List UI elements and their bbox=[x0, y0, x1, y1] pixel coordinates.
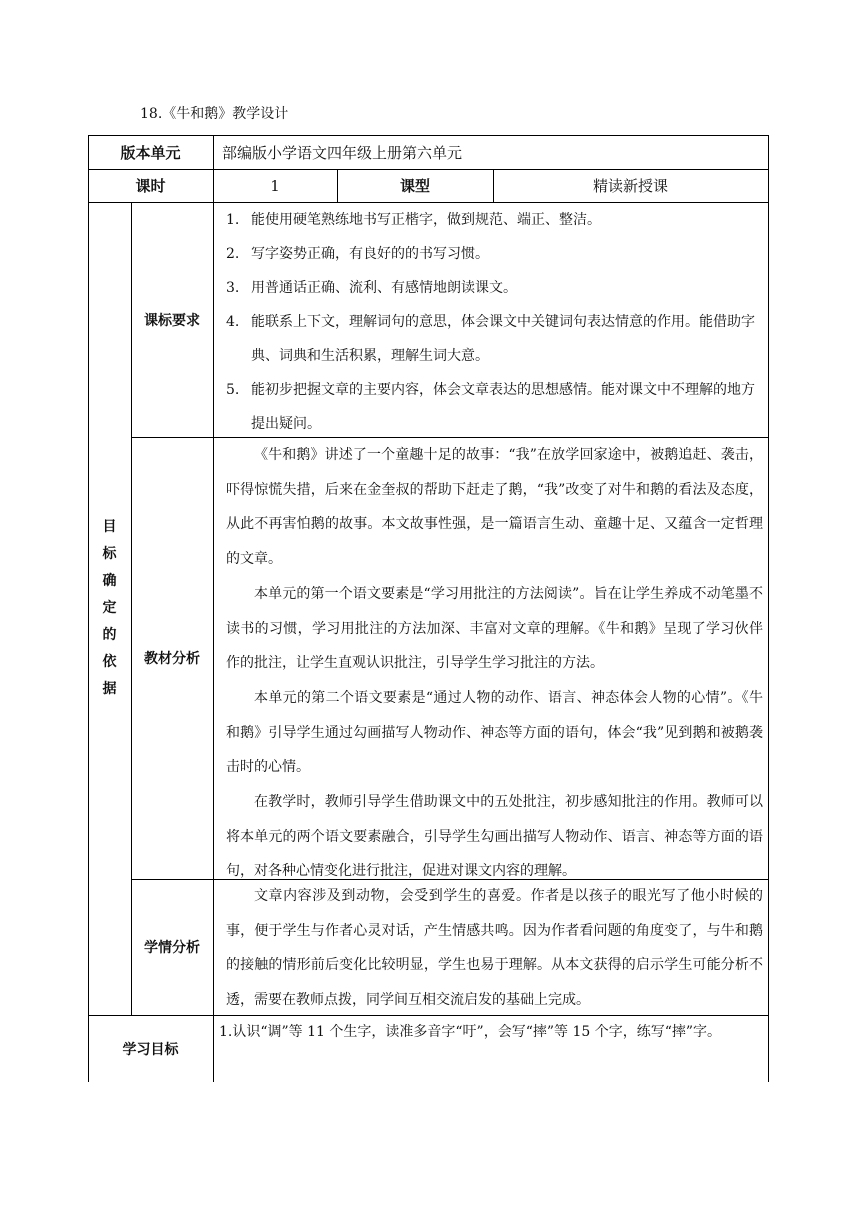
list-item bbox=[216, 237, 762, 271]
curriculum-label: 课标要求 bbox=[144, 312, 200, 329]
period-label: 课时 bbox=[135, 177, 166, 195]
list-number: 3. bbox=[226, 280, 240, 296]
basis-label-char: 确 bbox=[102, 573, 117, 589]
period-value: 1 bbox=[270, 176, 280, 195]
list-text: 写字姿势正确，有良好的的书写习惯。 bbox=[251, 246, 489, 262]
list-item bbox=[216, 271, 762, 305]
type-value: 精读新授课 bbox=[592, 177, 668, 195]
list-text: 能联系上下文，理解词句的意思，体会课文中关键词句表达情意的作用。能借助字典、词典和生活积累，理解生词大意。 bbox=[251, 314, 755, 364]
paragraph: 本单元的第二个语文要素是“通过人物的动作、语言、神态体会人物的心情”。《牛和鹅》引导学生通过勾画描写人物动作、神态等方面的语句，体会“我”见到鹅和被鹅袭击时的心情。 bbox=[226, 689, 763, 776]
basis-label-char: 的 bbox=[102, 627, 117, 643]
learner-analysis-label: 学情分析 bbox=[144, 940, 200, 956]
list-item bbox=[216, 373, 762, 441]
curriculum-list bbox=[216, 203, 762, 441]
paragraph: 文章内容涉及到动物，会受到学生的喜爱。作者是以孩子的眼光写了他小时候的事，便于学生与作者心灵对话，产生情感共鸣。因为作者看问题的角度变了，与牛和鹅的接触的情形前后变化比较明显，学生也易于理解。从本文获得的启示学生可能分析不透，需要在教师点拨，同学间互相交流启发的基础上完成。 bbox=[226, 888, 763, 1009]
table-border-right bbox=[768, 135, 769, 1082]
list-text: 能初步把握文章的主要内容，体会文章表达的思想感情。能对课文中不理解的地方提出疑问。 bbox=[251, 382, 755, 432]
objective-text: 1.认识“调”等 11 个生字，读准多音字“吁”，会写“摔”等 15 个字，练写“摔”字。 bbox=[219, 1024, 722, 1040]
objectives-label: 学习目标 bbox=[122, 1041, 179, 1058]
textbook-analysis-label: 教材分析 bbox=[144, 651, 200, 667]
edition-value: 部编版小学语文四年级上册第六单元 bbox=[222, 143, 463, 162]
curriculum-content bbox=[213, 202, 768, 437]
objectives-content bbox=[213, 1015, 768, 1082]
list-text: 用普通话正确、流利、有感情地朗读课文。 bbox=[251, 280, 517, 296]
list-number: 4. bbox=[226, 314, 240, 330]
textbook-analysis-content bbox=[213, 437, 768, 879]
basis-label-char: 据 bbox=[102, 681, 117, 697]
list-number: 2. bbox=[226, 246, 240, 262]
list-number: 5. bbox=[226, 382, 240, 398]
list-number: 1. bbox=[226, 212, 240, 228]
list-item bbox=[216, 305, 762, 373]
basis-label-char: 定 bbox=[102, 600, 117, 616]
edition-label: 版本单元 bbox=[120, 143, 181, 162]
basis-label bbox=[88, 202, 131, 1015]
basis-label-char: 依 bbox=[102, 654, 117, 670]
type-label: 课型 bbox=[399, 177, 430, 195]
learner-analysis-content bbox=[213, 879, 768, 1015]
basis-label-char: 标 bbox=[102, 546, 117, 562]
document-title: 18.《牛和鹅》教学设计 bbox=[140, 106, 289, 122]
paragraph: 本单元的第一个语文要素是“学习用批注的方法阅读”。旨在让学生养成不动笔墨不读书的习惯，学习用批注的方法加深、丰富对文章的理解。《牛和鹅》呈现了学习伙伴作的批注，让学生直观认识批注，引导学生学习批注的方法。 bbox=[226, 585, 763, 672]
basis-label-char: 目 bbox=[102, 519, 117, 535]
list-item bbox=[216, 203, 762, 237]
paragraph: 在教学时，教师引导学生借助课文中的五处批注，初步感知批注的作用。教师可以将本单元的两个语文要素融合，引导学生勾画出描写人物动作、语言、神态等方面的语句，对各种心情变化进行批注，促进对课文内容的理解。 bbox=[226, 794, 763, 880]
list-text: 能使用硬笔熟练地书写正楷字，做到规范、端正、整洁。 bbox=[251, 212, 601, 228]
paragraph: 《牛和鹅》讲述了一个童趣十足的故事：“我”在放学回家途中，被鹅追赶、袭击，吓得惊慌失措，后来在金奎叔的帮助下赶走了鹅，“我”改变了对牛和鹅的看法及态度，从此不再害怕鹅的故事。本文故事性强，是一篇语言生动、童趣十足、又蕴含一定哲理的文章。 bbox=[226, 447, 763, 568]
